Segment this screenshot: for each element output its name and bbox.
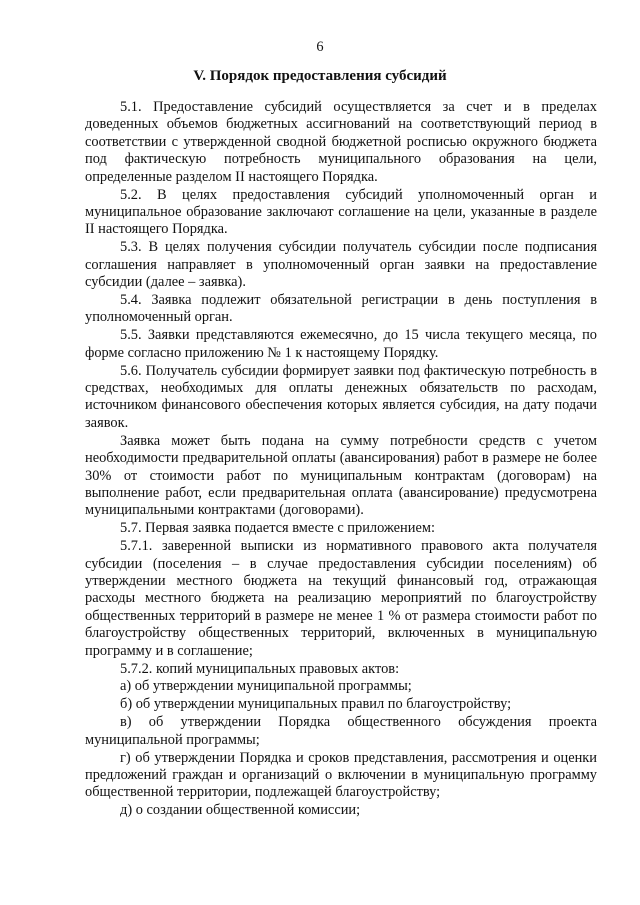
paragraph-advance-payment: Заявка может быть подана на сумму потребности средств с учетом необходимости предварительной оплаты (авансирования) работ в размере не более 30% от стоимости работ по муниципальным контрактам (договорам) на выполнение работ, если предварительная оплата (авансирование) предусмотрена муниципальными контрактами (договорами). [85,432,597,519]
paragraph-5-4: 5.4. Заявка подлежит обязательной регистрации в день поступления в уполномоченный орган. [85,291,597,326]
paragraph-5-7: 5.7. Первая заявка подается вместе с приложением: [120,520,435,537]
list-item-v: в) об утверждении Порядка общественного обсуждения проекта муниципальной программы; [85,714,597,748]
list-item-b: б) об утверждении муниципальных правил по благоустройству; [120,696,512,713]
body-text [85,99,597,820]
paragraph-5-3: 5.3. В целях получения субсидии получатель субсидии после подписания соглашения направляет в уполномоченный орган заявки на предоставление субсидии (далее – заявка). [85,239,597,291]
list-item-a: а) об утверждении муниципальной программы; [120,678,412,695]
section-title: V. Порядок предоставления субсидий [193,68,447,84]
paragraph-5-7-2: 5.7.2. копий муниципальных правовых актов: [120,660,400,677]
list-item-d: д) о создании общественной комиссии; [120,802,361,819]
paragraph-5-5: 5.5. Заявки представляются ежемесячно, до 15 числа текущего месяца, по форме согласно приложению № 1 к настоящему Порядку. [85,327,597,361]
paragraph-5-2: 5.2. В целях предоставления субсидий уполномоченный орган и муниципальное образование заключают соглашение на цели, указанные в разделе II настоящего Порядка. [85,186,597,238]
paragraph-5-7-1: 5.7.1. заверенной выписки из нормативного правового акта получателя субсидии (поселения – в случае предоставления субсидии поселениям) об утверждении местного бюджета на текущий финансовый год, отражающая расходы местного бюджета на реализацию мероприятий по благоустройству общественных территорий в размере не менее 1 % от размера стоимости работ по благоустройству общественных территорий, включенных в муниципальную программу и в соглашение; [85,538,597,659]
paragraph-5-1: 5.1. Предоставление субсидий осуществляется за счет и в пределах доведенных объемов бюджетных ассигнований на соответствующий период в соответствии с утвержденной сводной бюджетной росписью окружного бюджета под фактическую потребность муниципального образования на цели, определенные разделом II настоящего Порядка. [85,99,597,185]
list-item-g: г) об утверждении Порядка и сроков представления, рассмотрения и оценки предложений граждан и организаций о включении в муниципальную программу общественной территории, подлежащей благоустройству; [85,749,597,801]
paragraph-5-6: 5.6. Получатель субсидии формирует заявки под фактическую потребность в средствах, необходимых для оплаты денежных обязательств по расходам, источником финансового обеспечения которых является субсидия, на дату подачи заявок. [85,362,597,431]
page-number: 6 [316,39,324,55]
